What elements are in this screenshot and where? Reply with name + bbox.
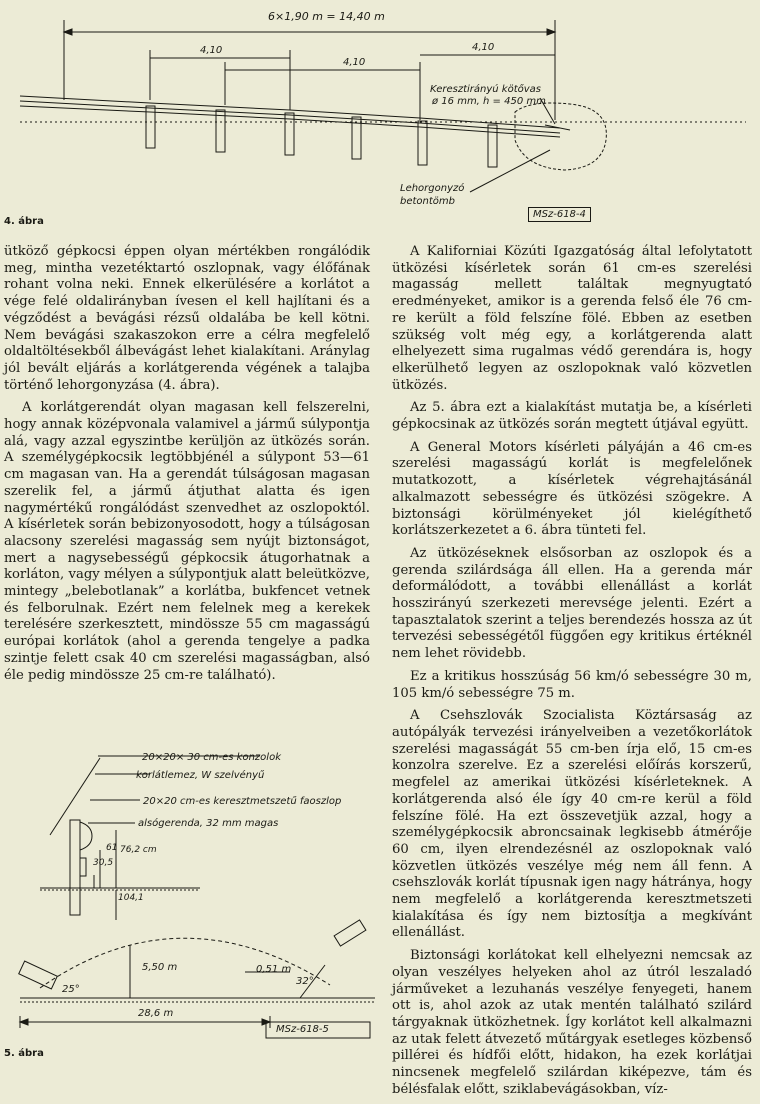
fig5-label-wooden-post: 20×20 cm-es keresztmetszetű faoszlop bbox=[143, 796, 342, 807]
dim-b-label: 4,10 bbox=[343, 57, 366, 68]
fig5-dim-762: 76,2 cm bbox=[120, 845, 157, 855]
fig5-dim-1041: 104,1 bbox=[118, 893, 144, 903]
right-paragraph: A General Motors kísérleti pályáján a 46 cm-es szerelési magasságú korlát is megfelelőnek mutatkozott, a kísérletek végrehajtásánál alkalmazott sebességre és ütközési szögekre. A biztonsági körülményeket jól kielégíthető korlátszerkezetet a 6. ábra tünteti fel. bbox=[392, 439, 752, 539]
figure-5-drawing bbox=[0, 740, 385, 1071]
fig5-label-consoles: 20×20× 30 cm-es konzolok bbox=[142, 752, 281, 763]
tie-bar-label-2: ø 16 mm, h = 450 mm bbox=[432, 96, 546, 107]
fig5-dim-305: 30,5 bbox=[93, 858, 114, 868]
fig5-dim-286: 28,6 m bbox=[138, 1008, 174, 1019]
tie-bar-label-1: Keresztirányú kötővas bbox=[430, 84, 541, 95]
figure-4-drawing bbox=[0, 0, 760, 230]
anchor-label-2: betontömb bbox=[400, 196, 456, 207]
right-column bbox=[392, 244, 752, 1104]
fig5-dim-61: 61 bbox=[106, 843, 118, 853]
dim-total-label: 6×1,90 m = 14,40 m bbox=[268, 10, 385, 23]
figure-5-stamp: MSz-618-5 bbox=[276, 1024, 329, 1035]
fig5-dim-550: 5,50 m bbox=[142, 962, 178, 973]
right-paragraph: Az 5. ábra ezt a kialakítást mutatja be, a kísérleti gépkocsinak az ütközés során megtett útjával együtt. bbox=[392, 400, 752, 433]
right-paragraph: A Kaliforniai Közúti Igazgatóság által lefolytatott ütközési kísérletek során 61 cm-es szerelési magasság mellett találtak megnyugtató eredményeket, amikor is a gerenda felső éle 76 cm-re került a föld felszíne fölé. Ebben az esetben szükség volt még egy, a korlátgerenda alatt elhelyezett sima rugalmas védő gerendára is, hogy elkerülhető legyen az oszlopoknak való közvetlen ütközés. bbox=[392, 244, 752, 393]
right-paragraph: A Csehszlovák Szocialista Köztársaság az autópályák tervezési irányelveiben a vezetőkorlátok szerelési magasságát 55 cm-ben írja elő, 15 cm-es konzolra szerelve. Ez a szerelési előírás korszerű, megfelel az amerikai ütközési kísérleteknek. A korlátgerenda alsó éle így 40 cm-re kerül a föld felszíne fölé. Ha ezt összevetjük azzal, hogy a személygépkocsik abroncsainak legkisebb átmérője 60 cm, ilyen elrendezésnél az oszlopoknak való közvetlen ütközés veszélye még nem áll fenn. A csehszlovák korlát típusnak igen nagy hátránya, hogy nem megfelelő a korlátgerenda keresztmetszeti kialakítása és így nem biztosítja a megkívánt ellenállást. bbox=[392, 708, 752, 941]
fig5-label-rail-plate: korlátlemez, W szelvényű bbox=[136, 770, 265, 781]
figure-5-caption: 5. ábra bbox=[4, 1048, 44, 1059]
fig5-angle-32: 32° bbox=[296, 976, 314, 987]
fig5-label-lower-beam: alsógerenda, 32 mm magas bbox=[138, 818, 279, 829]
left-paragraph: A korlátgerendát olyan magasan kell felszerelni, hogy annak középvonala valamivel a jármű súlypontja alá, vagy azzal egyszintbe kerüljön az ütközés során. A személygépkocsik legtöbbjénél a súlypont 53—61 cm magasan van. Ha a gerendát túlságosan magasan szerelik fel, a jármű átjuthat alatta és igen nagymértékű rongálódást szenvedhet az oszlopoktól. A kísérletek során bebizonyosodott, hogy a túlságosan alacsony szerelési magasság sem nyújt biztonságot, mert a nagysebességű gépkocsik átugorhatnak a korláton, vagy mélyen a súlypontjuk alatt beleütközve, mintegy „belebotlanak” a korlátba, bukfencet vetnek és felborulnak. Ezért nem felelnek meg a kerekek terelésére szerkesztett, mindössze 55 cm magasságú európai korlátok (ahol a gerenda tengelye a padka szintje felett csak 40 cm szerelési magasságban, alsó éle pedig mindössze 25 cm-re található). bbox=[4, 400, 370, 683]
fig5-angle-25: 25° bbox=[62, 984, 80, 995]
figure-4-caption: 4. ábra bbox=[4, 216, 44, 227]
fig5-dim-061: 0,51 m bbox=[256, 964, 292, 975]
anchor-label-1: Lehorgonyzó bbox=[400, 183, 465, 194]
right-paragraph: Ez a kritikus hosszúság 56 km/ó sebességre 30 m, 105 km/ó sebességre 75 m. bbox=[392, 668, 752, 701]
figure-4-stamp: MSz-618-4 bbox=[528, 207, 591, 222]
right-paragraph: Biztonsági korlátokat kell elhelyezni nemcsak az olyan veszélyes helyeken ahol az útról leszaladó járműveket a lezuhanás veszélye fenyegeti, hanem ott is, ahol azok az utak mentén található szilárd tárgyaknak ütközhetnek. Így korlátot kell alkalmazni az utak felett átvezető műtárgyak esetleges közbenső pillérei és hídfői előtt, hidakon, ha ezek korlátjai nincsenek megfelelő szilárdan kiképezve, tám és bélésfalak előtt, sziklabevágásokban, víz- bbox=[392, 948, 752, 1097]
right-paragraph: Az ütközéseknek elsősorban az oszlopok és a gerenda szilárdsága áll ellen. Ha a gerenda már deformálódott, a további ellenállást a korlát hosszirányú szerkezeti merevsége jelenti. Ezért a tapasztalatok szerint a teljes berendezés hossza az út tervezési sebességétől függően egy kritikus értéknél nem lehet rövidebb. bbox=[392, 545, 752, 662]
dim-a-label: 4,10 bbox=[200, 45, 223, 56]
dim-c-label: 4,10 bbox=[472, 42, 495, 53]
left-column bbox=[4, 244, 370, 690]
left-paragraph: ütköző gépkocsi éppen olyan mértékben rongálódik meg, mintha vezetéktartó oszlopnak, vagy élőfának rohant volna neki. Ennek elkerülésére a korlátot a vége felé oldalirányban ívesen el kell hajlítani és a végződést a bevágási rézsű oldalába be kell kötni. Nem bevágási szakaszokon erre a célra megfelelő oldaltöltésekből álbevágást lehet kialakítani. Aránylag jól bevált eljárás a korlátgerenda végének a talajba történő lehorgonyzása (4. ábra). bbox=[4, 244, 370, 393]
